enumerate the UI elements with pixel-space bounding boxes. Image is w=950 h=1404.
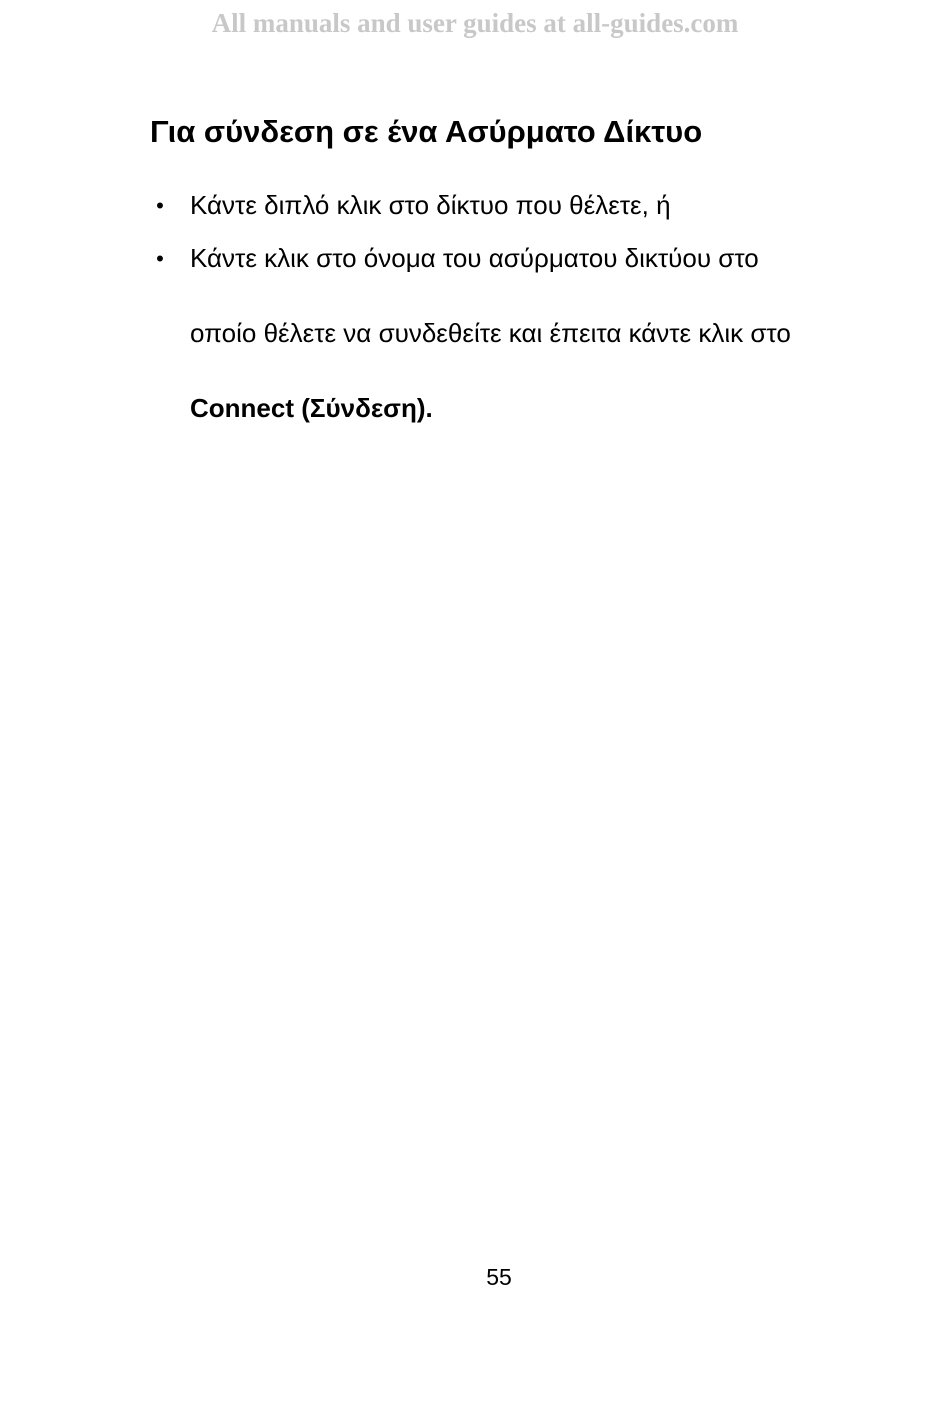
watermark-banner: All manuals and user guides at all-guides.com (211, 8, 739, 38)
instruction-list (150, 190, 870, 446)
section-heading: Για σύνδεση σε ένα Ασύρματο Δίκτυο (150, 114, 703, 149)
list-item-text: Κάντε διπλό κλικ στο δίκτυο που θέλετε, ή (190, 190, 671, 220)
bullet-icon: • (156, 193, 164, 218)
list-item-text: Κάντε κλικ στο όνομα του ασύρματου δικτύου στο (190, 243, 759, 273)
list-item (150, 221, 870, 446)
page-number: 55 (486, 1264, 512, 1290)
list-item-text: οποίο θέλετε να συνδεθείτε και έπειτα κάντε κλικ στο (190, 318, 791, 348)
bullet-icon: • (156, 246, 164, 271)
connect-button-reference: Connect (Σύνδεση). (190, 393, 433, 423)
